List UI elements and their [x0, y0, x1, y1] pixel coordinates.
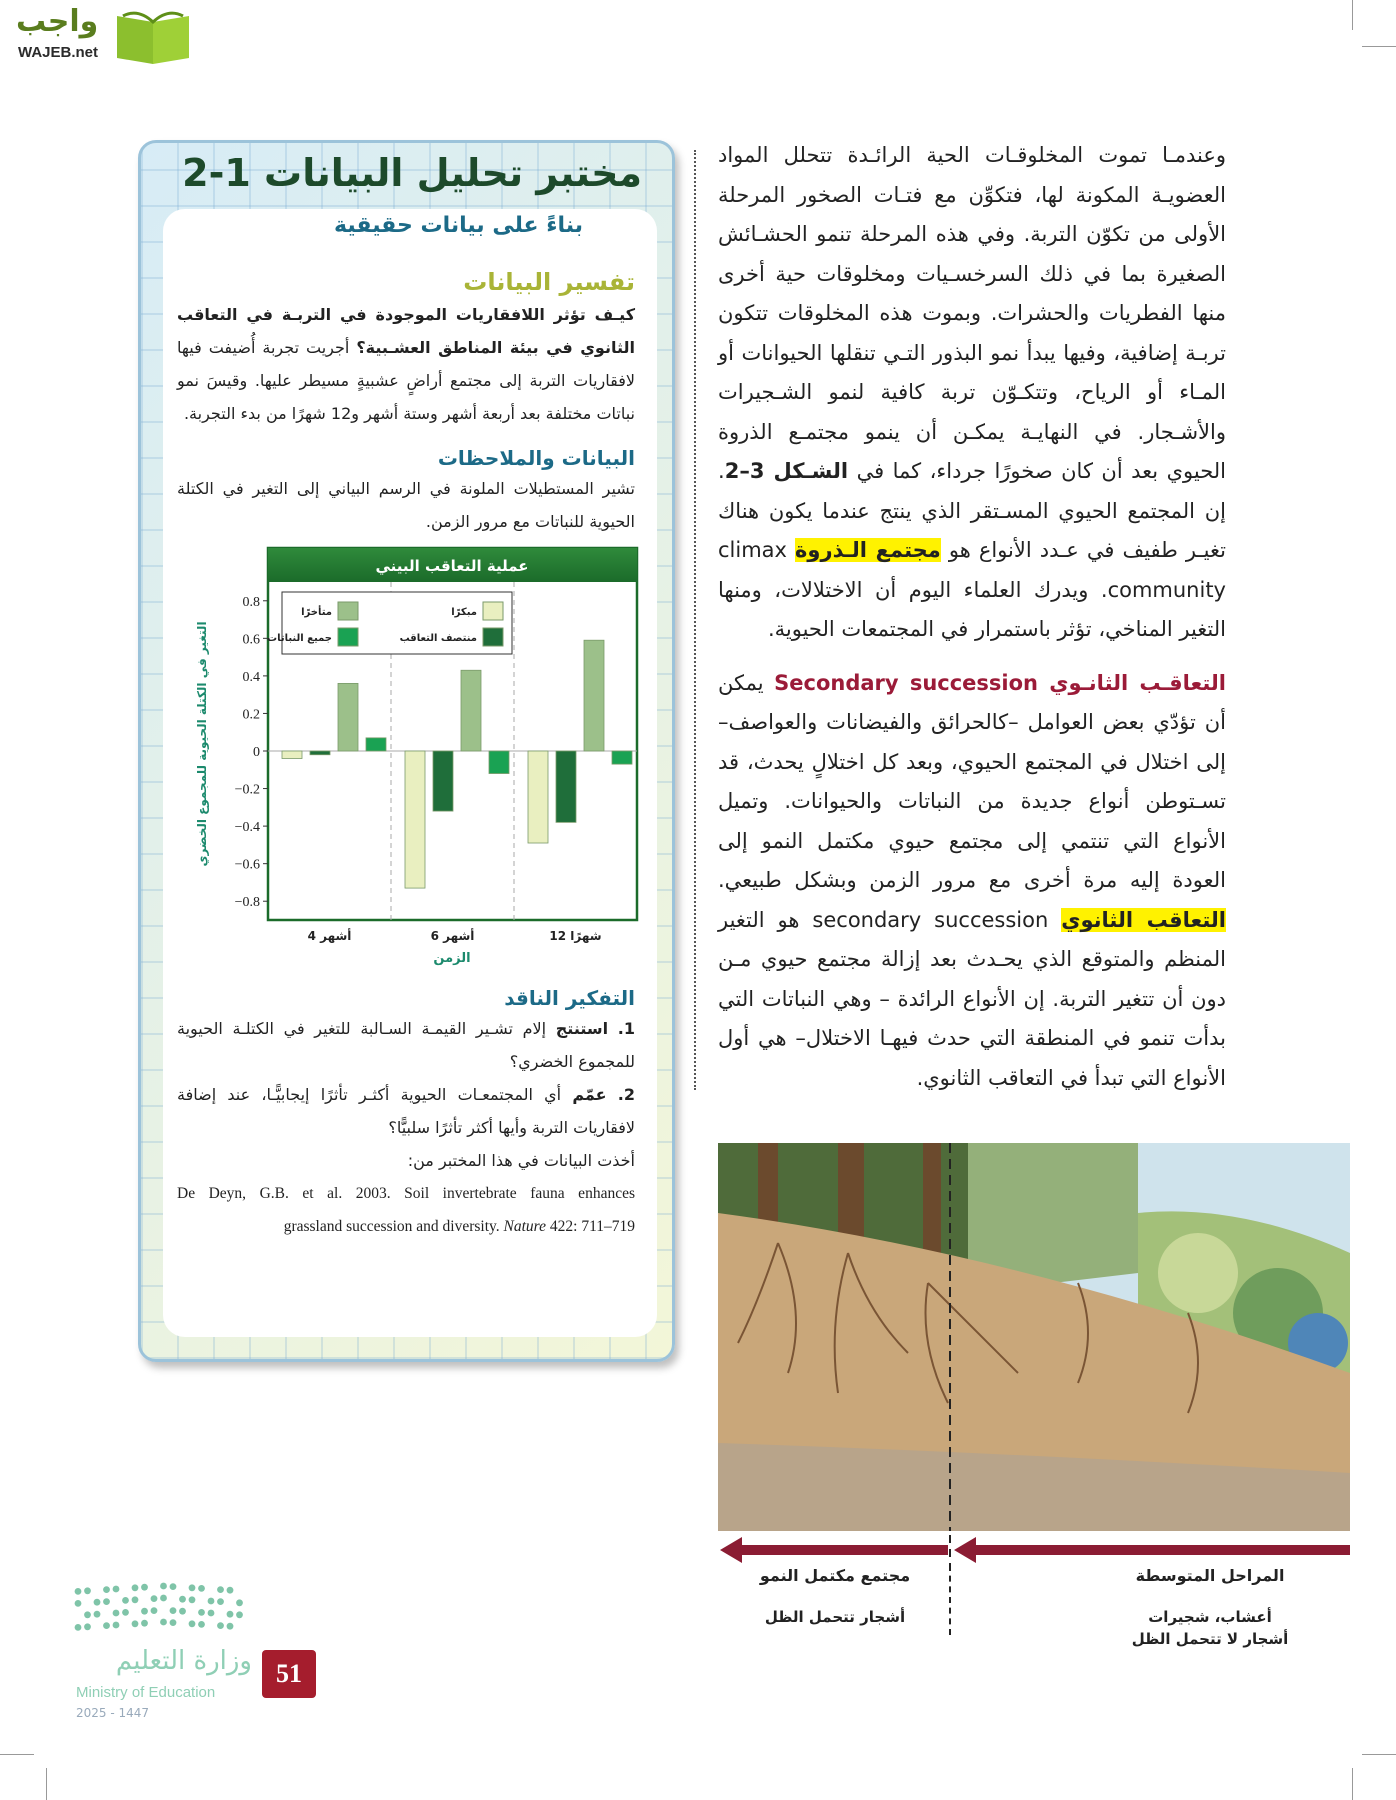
ministry-dot [132, 1584, 139, 1591]
ministry-dot [75, 1588, 82, 1595]
crop-mark [0, 1754, 34, 1755]
y-tick-label: −0.2 [234, 782, 260, 798]
ministry-dot [151, 1607, 158, 1614]
arrow-intermediate [954, 1537, 1350, 1563]
bar-2-1 [461, 670, 481, 751]
y-tick-label: −0.4 [234, 820, 260, 836]
bar-3-1 [489, 751, 509, 774]
ministry-dot [84, 1611, 91, 1618]
q2-number: 2. [617, 1085, 635, 1104]
legend-label: متأخرًا [301, 607, 332, 618]
ministry-dot [122, 1609, 129, 1616]
chart-title: عملية التعاقب البيني [375, 557, 529, 575]
citation-line-2: grassland succession and diversity. Nature 422: 711–719 [283, 1218, 635, 1235]
ministry-dot [179, 1608, 186, 1615]
lab-question-bold: كيـف تؤثر اللافقاريات الموجودة في التربـة في التعاقب الثانوي في بيئة المناطق العشـبية؟ [177, 305, 635, 357]
ministry-dot [189, 1620, 196, 1627]
climax-stage-label: مجتمع مكتمل النمو [759, 1566, 911, 1585]
intermediate-stage-label: المراحل المتوسطة [1135, 1566, 1285, 1585]
ministry-dot [84, 1623, 91, 1630]
ministry-dot [208, 1610, 215, 1617]
q2-text: أي المجتمعـات الحيوية أكثـر تأثرًا إيجابيًّـا، عند إضافة لافقاريات التربة وأيها أكثر تأثرًا سلبيًّا؟ [177, 1085, 635, 1137]
legend-swatch [338, 628, 358, 646]
stage-divider-line [949, 1565, 951, 1635]
legend-swatch [483, 602, 503, 620]
ministry-dot [75, 1624, 82, 1631]
bar-0-2 [528, 751, 548, 843]
ministry-dot [141, 1608, 148, 1615]
x-tick-label: 4 أشهر [307, 929, 352, 943]
question-1 [177, 1012, 635, 1078]
ministry-dot [217, 1598, 224, 1605]
ministry-name-en: Ministry of Education [76, 1684, 216, 1701]
lab-question-text: أجريت تجربة أُضيفت فيها لافقاريات التربة إلى مجتمع أراضٍ عشبيةٍ مسيطر عليها. وقيسَ نمو نباتات مختلفة بعد أربعة أشهر وستة أشهر و12 شهرًا من بدء التجربة. [177, 338, 635, 423]
ministry-dot [217, 1622, 224, 1629]
term-secondary-succession: التعاقب الثانوي [1061, 907, 1227, 932]
y-tick-label: 0.8 [242, 594, 260, 610]
crop-mark [1352, 0, 1353, 30]
arrow-climax [720, 1537, 948, 1563]
intermediate-stage-desc-2: أشجار لا تتحمل الظل [1131, 1630, 1289, 1648]
crop-mark [1362, 1754, 1396, 1755]
ministry-dot [160, 1583, 167, 1590]
column-divider [694, 150, 696, 1090]
q2-verb: عمّم [572, 1085, 607, 1104]
legend-swatch [483, 628, 503, 646]
lab-content-panel [163, 209, 657, 1337]
paragraph-climax: وعندمـا تموت المخلوقـات الحية الرائـدة تتحلل المواد العضويـة المكونة لها، فتكوِّن مع فتـات الصخور المرحلة الأولى من تكوّن التربة. وفي هذه المرحلة تنمو الحشـائش الصغيرة بما في ذلك السرخسـيات ومخلوقات حية أخرى منها الفطريات والحشرات. وبموت هذه المخلوقات تتكون تربـة إضافية، وفيها يبدأ نمو البذور التـي تنقلها الحيوانات أو المـاء أو الرياح، وتتكـوّن تربة كافية لنمو الشـجيرات والأشـجار. في النهايـة يمكـن أن ينمو مجتمـع الذروة الحيوي بعد أن كان صخورًا جرداء، كما في الشـكل 3–2. إن المجتمع الحيوي المسـتقر الذي ينتج عندما يكون هناك تغيـر طفيف في عـدد الأنواع هو مجتمع الـذروة climax community. ويدرك العلماء اليوم أن الاختلالات، ومنها التغير المناخي، تؤثر باستمرار في المجتمعات الحيوية. [718, 143, 1226, 641]
question-2 [177, 1078, 635, 1144]
bar-3-2 [612, 751, 632, 764]
ministry-logo [72, 1578, 252, 1728]
ministry-dot [151, 1595, 158, 1602]
bar-3-0 [366, 738, 386, 751]
ministry-dot [198, 1609, 205, 1616]
ministry-name-ar: وزارة التعليم [115, 1646, 252, 1676]
y-tick-label: 0 [253, 745, 260, 760]
succession-arrows [718, 1535, 1350, 1565]
intermediate-stage-desc-1: أعشاب، شجيرات [1148, 1608, 1272, 1626]
ministry-dot [94, 1611, 101, 1618]
ministry-dot [141, 1620, 148, 1627]
ministry-dot [113, 1610, 120, 1617]
ministry-dot [141, 1584, 148, 1591]
ministry-dots-icon [72, 1578, 252, 1640]
lab-question [177, 298, 635, 430]
data-observations-heading: البيانات والملاحظات [437, 446, 635, 470]
bar-1-2 [556, 751, 576, 822]
paragraph-secondary-succession: التعاقـب الثانـوي Secondary succession يمكن أن تؤدّي بعض العوامل –كالحرائق والفيضانات والعواصف– إلى اختلال في المجتمع الحيوي، وبعد كل اختلالٍ يحدث، قد تسـتوطن أنواع جديدة من النباتات والحيوانات. وتميل الأنواع التي تنتمي إلى مجتمع حيوي مكتمل النمو إلى العودة إليه مرة أخرى مع مرور الزمن وبشكل طبيعي. التعاقب الثانوي secondary succession هو التغير المنظم والمتوقع الذي يحـدث بعد إزالة مجتمع حيوي مـن دون أن تتغير التربة. إن الأنواع الرائدة – وهي النباتات التي بدأت تنمو في المنطقة التي حدث فيهـا الاختلال– هي أول الأنواع التي تبدأ في التعاقب الثانوي. [718, 670, 1227, 1090]
ministry-dot [84, 1587, 91, 1594]
crop-mark [1362, 46, 1396, 47]
ministry-dot [122, 1597, 129, 1604]
lab-subtitle: بناءً على بيانات حقيقية [334, 213, 583, 238]
ministry-dot [236, 1599, 243, 1606]
crop-mark [46, 1768, 47, 1800]
critical-thinking-heading: التفكير الناقد [504, 986, 635, 1010]
y-tick-label: 0.2 [242, 707, 260, 723]
legend-box [282, 592, 512, 654]
ministry-dot [198, 1585, 205, 1592]
climax-stage-desc: أشجار تتحمل الظل [764, 1608, 906, 1626]
y-tick-label: 0.4 [242, 669, 260, 685]
legend-label: مبكرًا [451, 607, 477, 618]
q1-text: إلام تشـير القيمـة السـالبة للتغير في الكتلـة الحيوية للمجموع الخضري؟ [177, 1019, 635, 1071]
ministry-dot [227, 1587, 234, 1594]
y-tick-label: −0.8 [234, 895, 260, 911]
interpret-data-heading: تفسير البيانات [463, 268, 635, 296]
ministry-dot [189, 1596, 196, 1603]
ministry-dot [103, 1598, 110, 1605]
ministry-dot [160, 1619, 167, 1626]
book-icon [113, 8, 193, 66]
logo-latin: WAJEB.net [18, 44, 99, 61]
ministry-dot [132, 1620, 139, 1627]
citation-line-1: De Deyn, G.B. et al. 2003. Soil invertebrate fauna enhances [177, 1185, 635, 1202]
heading-secondary-succession: التعاقـب الثانـوي Secondary succession [774, 670, 1226, 695]
q1-verb: استنتج [555, 1019, 609, 1038]
bar-0-0 [282, 751, 302, 759]
term-climax-community: مجتمع الـذروة [795, 538, 941, 562]
y-tick-label: −0.6 [234, 857, 260, 873]
bar-2-2 [584, 640, 604, 751]
ministry-dot [227, 1623, 234, 1630]
ministry-dot [103, 1622, 110, 1629]
lab-title: مختبر تحليل البيانات 1-2 [182, 151, 642, 195]
legend-swatch [338, 602, 358, 620]
ministry-dot [227, 1611, 234, 1618]
bar-1-0 [310, 751, 330, 755]
data-observations-text: تشير المستطيلات الملونة في الرسم البياني إلى التغير في الكتلة الحيوية للنباتات مع مرور الزمن. [177, 479, 635, 531]
source-label: أخذت البيانات في هذا المختبر من: [407, 1151, 635, 1170]
ministry-dot [113, 1586, 120, 1593]
page-number: 51 [262, 1650, 316, 1698]
ministry-dot [236, 1611, 243, 1618]
journal-name: Nature [503, 1218, 547, 1235]
bar-2-0 [338, 683, 358, 751]
x-tick-label: 12 شهرًا [549, 929, 602, 943]
succession-illustration [718, 1143, 1350, 1531]
ministry-dot [170, 1607, 177, 1614]
ministry-dot [170, 1583, 177, 1590]
data-analysis-lab-box [138, 140, 675, 1362]
ministry-dot [217, 1586, 224, 1593]
ministry-dot [170, 1619, 177, 1626]
figure-reference[interactable]: الشـكل 3–2 [724, 459, 849, 483]
ministry-dot [179, 1596, 186, 1603]
q1-number: 1. [617, 1019, 635, 1038]
ministry-dot [208, 1598, 215, 1605]
legend-label: جميع النباتات [267, 633, 332, 644]
ministry-dot [132, 1596, 139, 1603]
bar-1-1 [433, 751, 453, 811]
ministry-dot [94, 1599, 101, 1606]
y-axis-label: التغير في الكتلة الحيوية للمجموع الخضري [195, 621, 209, 867]
ministry-dot [160, 1595, 167, 1602]
crop-mark [1352, 1768, 1353, 1800]
legend-label: منتصف التعاقب [399, 633, 477, 644]
main-text-column [718, 136, 1226, 1098]
ministry-dot [189, 1584, 196, 1591]
x-axis-label: الزمن [433, 951, 471, 966]
wajeb-logo[interactable] [8, 4, 193, 68]
bar-0-1 [405, 751, 425, 888]
ministry-dot [198, 1621, 205, 1628]
succession-bar-chart [190, 544, 642, 974]
edition-year: 2025 - 1447 [76, 1706, 150, 1720]
ministry-dot [103, 1586, 110, 1593]
y-tick-label: 0.6 [242, 632, 260, 648]
x-tick-label: 6 أشهر [430, 929, 475, 943]
ministry-dot [75, 1600, 82, 1607]
ministry-dot [113, 1622, 120, 1629]
logo-arabic: واجب [16, 4, 99, 39]
